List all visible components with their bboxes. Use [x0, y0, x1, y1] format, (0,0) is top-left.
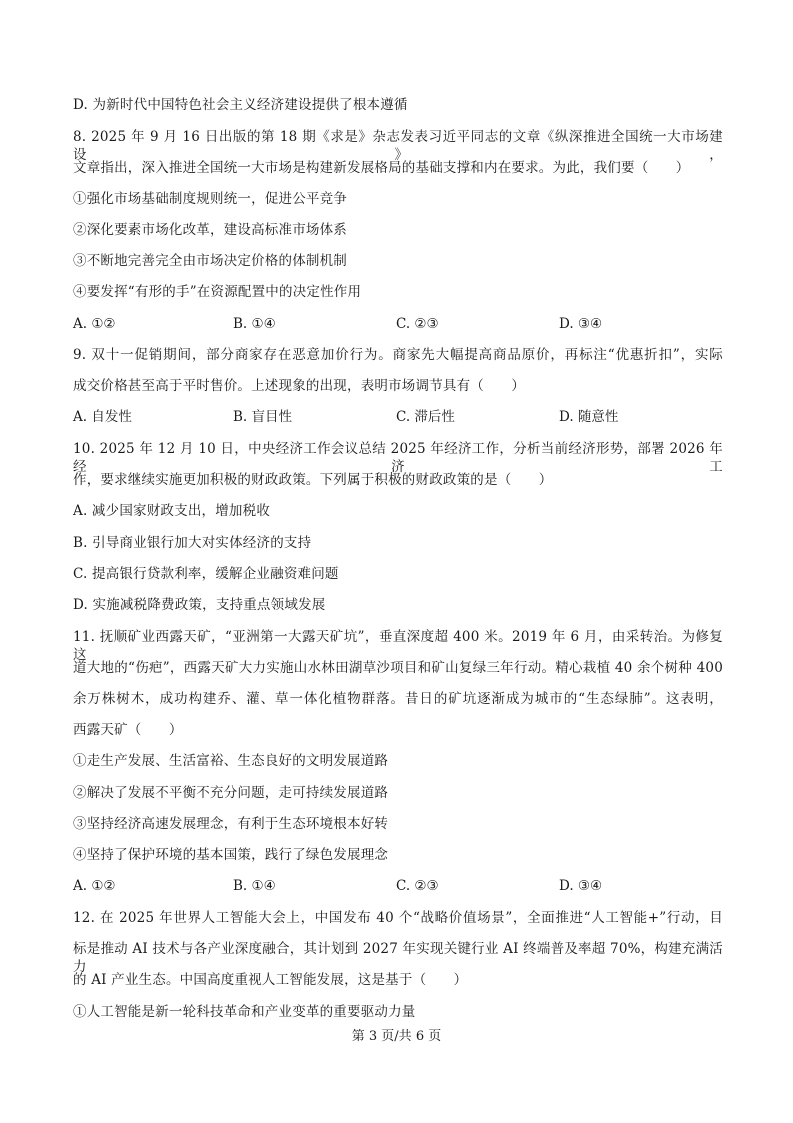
- q8-stem-line-1: 8. 2025 年 9 月 16 日出版的第 18 期《求是》杂志发表习近平同志的文章《纵深推进全国统一大市场建设》，: [73, 129, 723, 163]
- q8-statement-1: ①强化市场基础制度规则统一，促进公平竞争: [73, 191, 347, 207]
- q11-stem-line-2: 道大地的“伤疤”，西露天矿大力实施山水林田湖草沙项目和矿山复绿三年行动。精心栽植 40 余个树种 400: [73, 660, 723, 676]
- q9-stem-line-2: 成交价格甚至高于平时售价。上述现象的出现，表明市场调节具有（ ）: [73, 378, 526, 394]
- q11-option-d: D. ③④: [559, 878, 603, 894]
- q7-option-d: D. 为新时代中国特色社会主义经济建设提供了根本遵循: [73, 97, 408, 113]
- q8-options: [73, 315, 723, 333]
- q9-stem-line-1: 9. 双十一促销期间，部分商家存在恶意加价行为。商家先大幅提高商品原价，再标注“优惠折扣”，实际: [73, 347, 723, 363]
- q10-option-c: C. 提高银行贷款利率，缓解企业融资难问题: [73, 566, 339, 582]
- q12-stem-line-2: 标是推动 AI 技术与各产业深度融合，其计划到 2027 年实现关键行业 AI 终端普及率超 70%，构建充满活力: [73, 941, 723, 975]
- q10-option-d: D. 实施减税降费政策，支持重点领域发展: [73, 597, 326, 613]
- q11-statement-1: ①走生产发展、生活富裕、生态良好的文明发展道路: [73, 753, 389, 769]
- q9-option-d: D. 随意性: [559, 409, 619, 425]
- q8-statement-2: ②深化要素市场化改革，建设高标准市场体系: [73, 222, 347, 238]
- page-footer: 第 3 页/共 6 页: [351, 1029, 442, 1044]
- q10-option-a: A. 减少国家财政支出，增加税收: [73, 503, 271, 519]
- q8-statement-4: ④要发挥“有形的手”在资源配置中的决定性作用: [73, 284, 362, 300]
- q9-options: [73, 408, 723, 426]
- q10-option-b: B. 引导商业银行加大对实体经济的支持: [73, 535, 312, 551]
- q8-statement-3: ③不断地完善完全由市场决定价格的体制机制: [73, 253, 347, 269]
- q8-option-a: A. ①②: [73, 316, 116, 332]
- q12-statement-1: ①人工智能是新一轮科技革命和产业变革的重要驱动力量: [73, 1004, 416, 1020]
- q11-statement-2: ②解决了发展不平衡不充分问题，走可持续发展道路: [73, 785, 389, 801]
- q11-statement-3: ③坚持经济高速发展理念，有利于生态环境根本好转: [73, 816, 389, 832]
- q8-option-d: D. ③④: [559, 316, 603, 332]
- q11-stem-line-3: 余万株树木，成功构建乔、灌、草一体化植物群落。昔日的矿坑逐渐成为城市的“生态绿肺”。这表明，: [73, 691, 723, 707]
- q11-option-a: A. ①②: [73, 878, 116, 894]
- q11-statement-4: ④坚持了保护环境的基本国策，践行了绿色发展理念: [73, 847, 389, 863]
- q11-options: [73, 877, 723, 895]
- q9-option-a: A. 自发性: [73, 409, 132, 425]
- q11-option-b: B. ①④: [233, 878, 276, 894]
- q10-stem-line-2: 作，要求继续实施更加积极的财政政策。下列属于积极的财政政策的是（ ）: [73, 472, 553, 488]
- q11-stem-line-1: 11. 抚顺矿业西露天矿，“亚洲第一大露天矿坑”，垂直深度超 400 米。2019 年 6 月，由采转治。为修复这: [73, 629, 723, 663]
- q8-stem-line-2: 文章指出，深入推进全国统一大市场是构建新发展格局的基础支撑和内在要求。为此，我们要（ ）: [73, 160, 690, 176]
- q9-option-b: B. 盲目性: [233, 409, 293, 425]
- q9-option-c: C. 滞后性: [396, 409, 455, 425]
- q8-option-c: C. ②③: [396, 316, 439, 332]
- q11-option-c: C. ②③: [396, 878, 439, 894]
- q11-stem-line-4: 西露天矿（ ）: [73, 722, 183, 738]
- q12-stem-line-1: 12. 在 2025 年世界人工智能大会上，中国发布 40 个“战略价值场景”，全面推进“人工智能+”行动，目: [73, 910, 723, 926]
- q12-stem-line-3: 的 AI 产业生态。中国高度重视人工智能发展，这是基于（ ）: [73, 972, 468, 988]
- q10-stem-line-1: 10. 2025 年 12 月 10 日，中央经济工作会议总结 2025 年经济工作，分析当前经济形势，部署 2026 年经济工: [73, 441, 723, 475]
- q8-option-b: B. ①④: [233, 316, 276, 332]
